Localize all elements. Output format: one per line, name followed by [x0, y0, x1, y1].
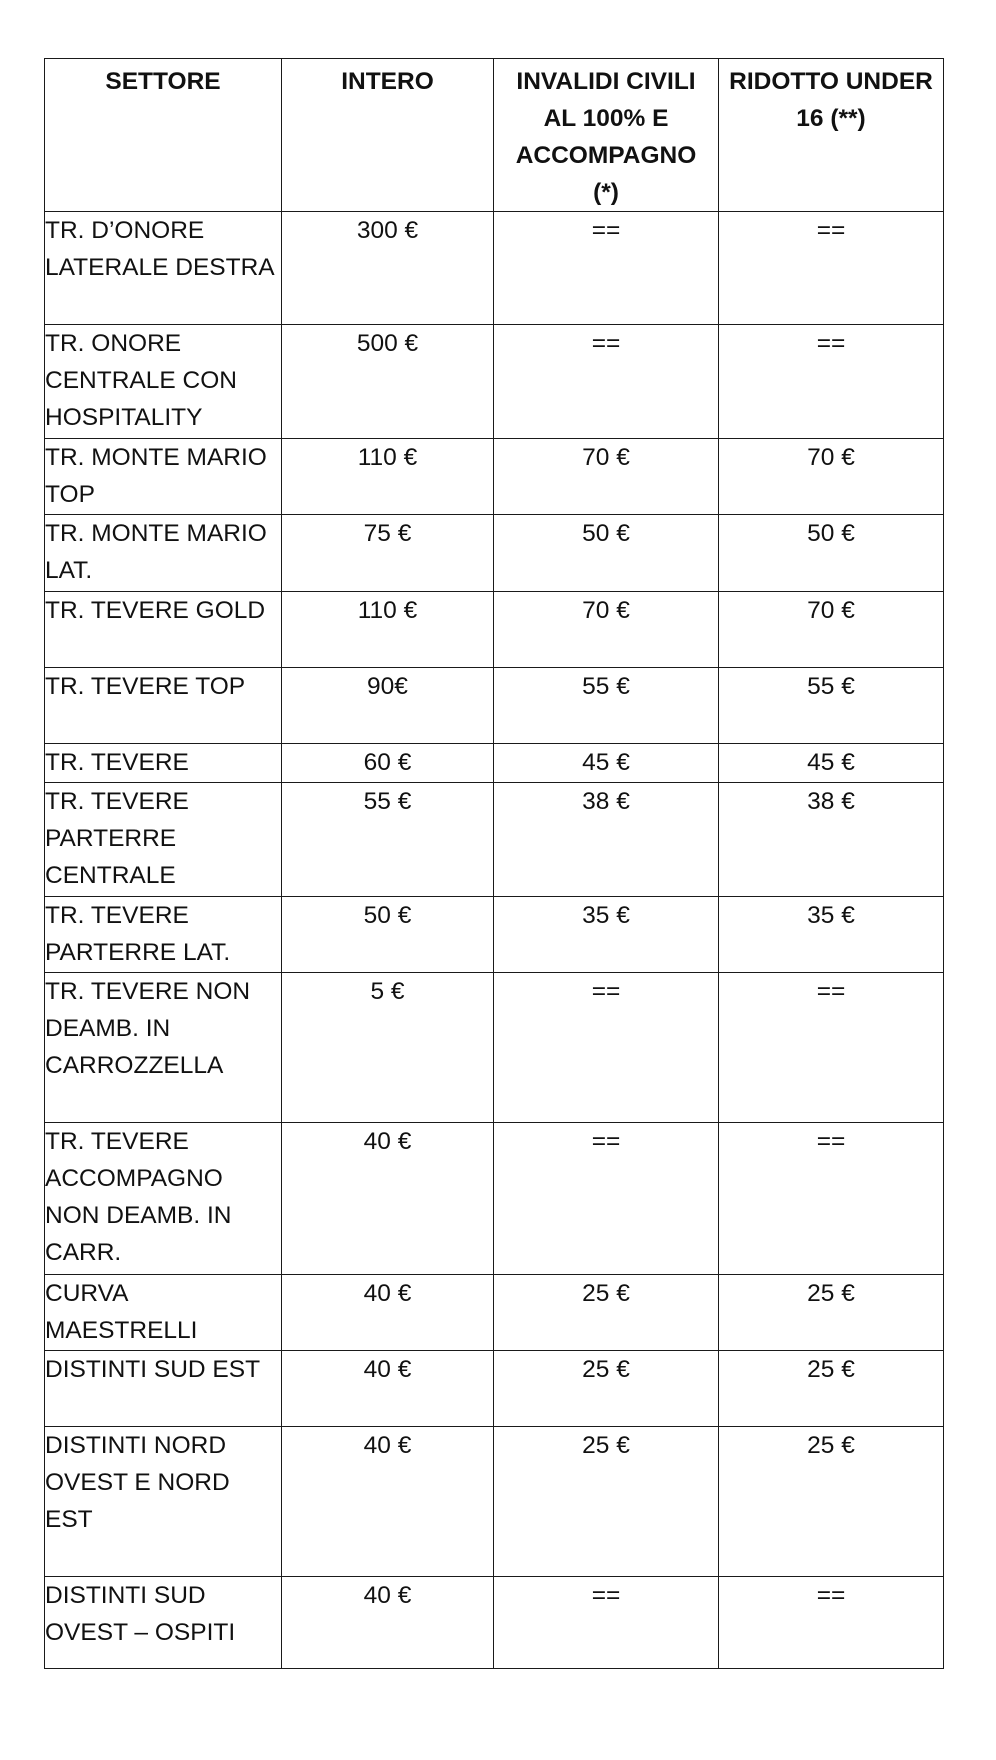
table-row — [45, 515, 944, 592]
price-ridotto: 25 € — [719, 1351, 944, 1427]
table-row — [45, 1427, 944, 1577]
table-row — [45, 897, 944, 973]
price-invalidi: 70 € — [494, 592, 719, 668]
price-ridotto: 70 € — [719, 439, 944, 515]
header-settore: SETTORE — [45, 59, 282, 212]
price-ridotto: == — [719, 325, 944, 439]
price-intero: 75 € — [282, 515, 494, 592]
table-row — [45, 1577, 944, 1669]
price-intero: 40 € — [282, 1351, 494, 1427]
price-invalidi: == — [494, 973, 719, 1123]
header-intero: INTERO — [282, 59, 494, 212]
price-intero: 40 € — [282, 1275, 494, 1351]
price-ridotto: == — [719, 1577, 944, 1669]
sector-cell: TR. MONTE MARIO LAT. — [45, 515, 282, 592]
table-row — [45, 744, 944, 783]
price-ridotto: == — [719, 212, 944, 325]
price-ridotto: 25 € — [719, 1427, 944, 1577]
sector-cell: DISTINTI SUD OVEST – OSPITI — [45, 1577, 282, 1669]
table-row — [45, 439, 944, 515]
table-header-row — [45, 59, 944, 212]
sector-cell: TR. TEVERE — [45, 744, 282, 783]
header-invalidi-civili: INVALIDI CIVILI AL 100% E ACCOMPAGNO (*) — [494, 59, 719, 212]
table-row — [45, 592, 944, 668]
price-ridotto: 55 € — [719, 668, 944, 744]
table-row — [45, 325, 944, 439]
table-row — [45, 973, 944, 1123]
price-ridotto: 70 € — [719, 592, 944, 668]
price-intero: 40 € — [282, 1577, 494, 1669]
price-invalidi: 25 € — [494, 1351, 719, 1427]
price-intero: 40 € — [282, 1123, 494, 1275]
table-row — [45, 1275, 944, 1351]
table-row — [45, 783, 944, 897]
price-intero: 40 € — [282, 1427, 494, 1577]
price-invalidi: == — [494, 212, 719, 325]
price-ridotto: 45 € — [719, 744, 944, 783]
ticket-price-table — [44, 58, 944, 1669]
price-intero: 5 € — [282, 973, 494, 1123]
price-invalidi: 25 € — [494, 1427, 719, 1577]
table-row — [45, 1351, 944, 1427]
price-invalidi: == — [494, 325, 719, 439]
table-row — [45, 212, 944, 325]
sector-cell: TR. TEVERE TOP — [45, 668, 282, 744]
price-ridotto: 35 € — [719, 897, 944, 973]
table-row — [45, 668, 944, 744]
price-intero: 55 € — [282, 783, 494, 897]
price-intero: 500 € — [282, 325, 494, 439]
price-invalidi: == — [494, 1577, 719, 1669]
price-invalidi: 45 € — [494, 744, 719, 783]
sector-cell: DISTINTI NORD OVEST E NORD EST — [45, 1427, 282, 1577]
price-intero: 90€ — [282, 668, 494, 744]
price-ridotto: 25 € — [719, 1275, 944, 1351]
price-invalidi: 50 € — [494, 515, 719, 592]
price-invalidi: 25 € — [494, 1275, 719, 1351]
price-ridotto: == — [719, 973, 944, 1123]
price-invalidi: 38 € — [494, 783, 719, 897]
sector-cell: TR. TEVERE PARTERRE LAT. — [45, 897, 282, 973]
price-intero: 110 € — [282, 592, 494, 668]
sector-cell: TR. ONORE CENTRALE CON HOSPITALITY — [45, 325, 282, 439]
sector-cell: CURVA MAESTRELLI — [45, 1275, 282, 1351]
sector-cell: TR. MONTE MARIO TOP — [45, 439, 282, 515]
header-ridotto-under-16: RIDOTTO UNDER 16 (**) — [719, 59, 944, 212]
price-invalidi: == — [494, 1123, 719, 1275]
price-intero: 50 € — [282, 897, 494, 973]
price-invalidi: 55 € — [494, 668, 719, 744]
sector-cell: TR. TEVERE GOLD — [45, 592, 282, 668]
price-invalidi: 70 € — [494, 439, 719, 515]
sector-cell: TR. TEVERE NON DEAMB. IN CARROZZELLA — [45, 973, 282, 1123]
price-intero: 110 € — [282, 439, 494, 515]
price-intero: 60 € — [282, 744, 494, 783]
sector-cell: TR. TEVERE ACCOMPAGNO NON DEAMB. IN CARR. — [45, 1123, 282, 1275]
sector-cell: TR. D’ONORE LATERALE DESTRA — [45, 212, 282, 325]
price-invalidi: 35 € — [494, 897, 719, 973]
sector-cell: DISTINTI SUD EST — [45, 1351, 282, 1427]
price-intero: 300 € — [282, 212, 494, 325]
table-row — [45, 1123, 944, 1275]
price-ridotto: == — [719, 1123, 944, 1275]
price-ridotto: 50 € — [719, 515, 944, 592]
price-ridotto: 38 € — [719, 783, 944, 897]
sector-cell: TR. TEVERE PARTERRE CENTRALE — [45, 783, 282, 897]
